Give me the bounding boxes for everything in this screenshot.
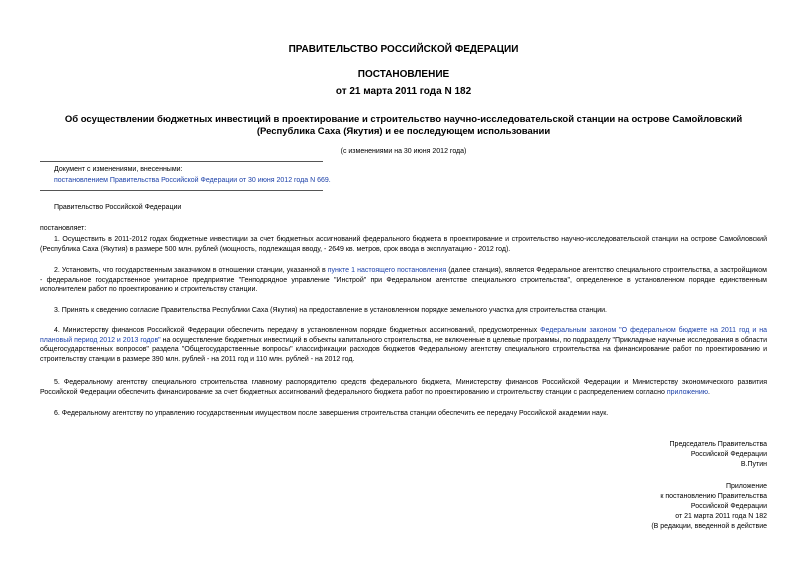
changes-top-rule	[40, 161, 323, 162]
amendment-note: (с изменениями на 30 июня 2012 года)	[340, 148, 467, 155]
paragraph-2-text-a: 2. Установить, что государственным заказчиком в отношении станции, указанной в	[54, 267, 328, 274]
appendix-block	[500, 482, 767, 532]
paragraph-4-link[interactable]: Федеральным законом "О федеральном бюджете на 2011 год и на плановый период 2012 и 2013 годов"	[40, 327, 768, 344]
appendix-label: Приложение	[725, 483, 767, 490]
doc-type-heading: ПОСТАНОВЛЕНИЕ	[357, 69, 450, 80]
paragraph-5-link[interactable]: приложению	[666, 388, 709, 396]
document-title: Об осуществлении бюджетных инвестиций в проектирование и строительство научно-исследовательской станции на острове Самойловский (Республика Саха (Якутия) и ее последующем использовании	[64, 114, 743, 137]
signature-title: Председатель Правительства	[669, 441, 767, 448]
paragraph-2-text-b: (далее станция), является Федеральное агентство специального строительства, а застройщиком - федеральное государственное унитарное предприятие "Генподрядное управление "Инстрой" при Федеральном агентстве специального строительства", определенное в установленном порядке единственным исполнителем работ по проектированию и строительству станции.	[40, 267, 767, 294]
changes-link[interactable]: постановлением Правительства Российской Федерации от 30 июня 2012 года N 669.	[54, 177, 331, 184]
paragraph-2-link[interactable]: пункте 1 настоящего постановления	[327, 267, 447, 274]
paragraph-5-text-a: 5. Федеральному агентству специального строительства главному распорядителю средств федерального бюджета, Министерству финансов Российской Федерации и Министерству экономического развития Российской Федерации обеспечить финансирование за счет бюджетных ассигнований федерального бюджета работ по проектированию и строительству станции с распределением согласно	[40, 379, 767, 396]
paragraph-4-text-a: 4. Министерству финансов Российской Федерации обеспечить передачу в установленном порядке бюджетных ассигнований, предусмотренных	[54, 327, 541, 334]
appendix-ref: к постановлению Правительства	[660, 493, 767, 500]
paragraph-6: 6. Федеральному агентству по управлению государственным имуществом после завершения строительства станции обеспечить ее передачу Российской академии наук.	[54, 410, 609, 417]
appendix-country: Российской Федерации	[690, 503, 767, 510]
opening-line: Правительство Российской Федерации	[54, 204, 182, 211]
paragraph-2	[40, 266, 767, 295]
paragraph-4	[40, 326, 767, 364]
signature-country: Российской Федерации	[690, 451, 767, 458]
signature-name: В.Путин	[740, 461, 767, 468]
appendix-edition: (В редакции, введенной в действие	[651, 523, 767, 530]
government-heading: ПРАВИТЕЛЬСТВО РОССИЙСКОЙ ФЕДЕРАЦИИ	[288, 44, 519, 55]
changes-intro: Документ с изменениями, внесенными:	[54, 166, 183, 173]
appendix-date: от 21 марта 2011 года N 182	[675, 513, 767, 520]
signature-block	[500, 440, 767, 470]
paragraph-3: 3. Принять к сведению согласие Правительства Республики Саха (Якутия) на предоставление в установленном порядке земельного участка для строительства станции.	[54, 307, 607, 314]
doc-date-line: от 21 марта 2011 года N 182	[335, 86, 472, 97]
paragraph-4-text-b: на осуществление бюджетных инвестиций в объекты капитального строительства, не включенные в целевые программы, по подразделу "Прикладные научные исследования в области общегосударственных вопросов" раздела "Общегосударственные вопросы" классификации расходов бюджетов Федеральному агентству специального строительства на финансирование работ по проектированию и строительству станции в размере 390 млн. рублей - на 2011 год и 110 млн. рублей - на 2012 год.	[40, 336, 767, 363]
paragraph-5	[40, 378, 767, 397]
changes-bottom-rule	[40, 190, 323, 191]
paragraph-1: 1. Осуществить в 2011-2012 годах бюджетные инвестиции за счет бюджетных ассигнований федерального бюджета в проектирование и строительство научно-исследовательской станции на острове Самойловский (Республика Саха (Якутия) в размере 500 млн. рублей (мощность, подлежащая вводу, - 2649 кв. метров, срок ввода в эксплуатацию - 2012 год).	[40, 236, 767, 253]
paragraph-5-text-b: .	[708, 388, 710, 396]
decides-line: постановляет:	[40, 225, 87, 232]
